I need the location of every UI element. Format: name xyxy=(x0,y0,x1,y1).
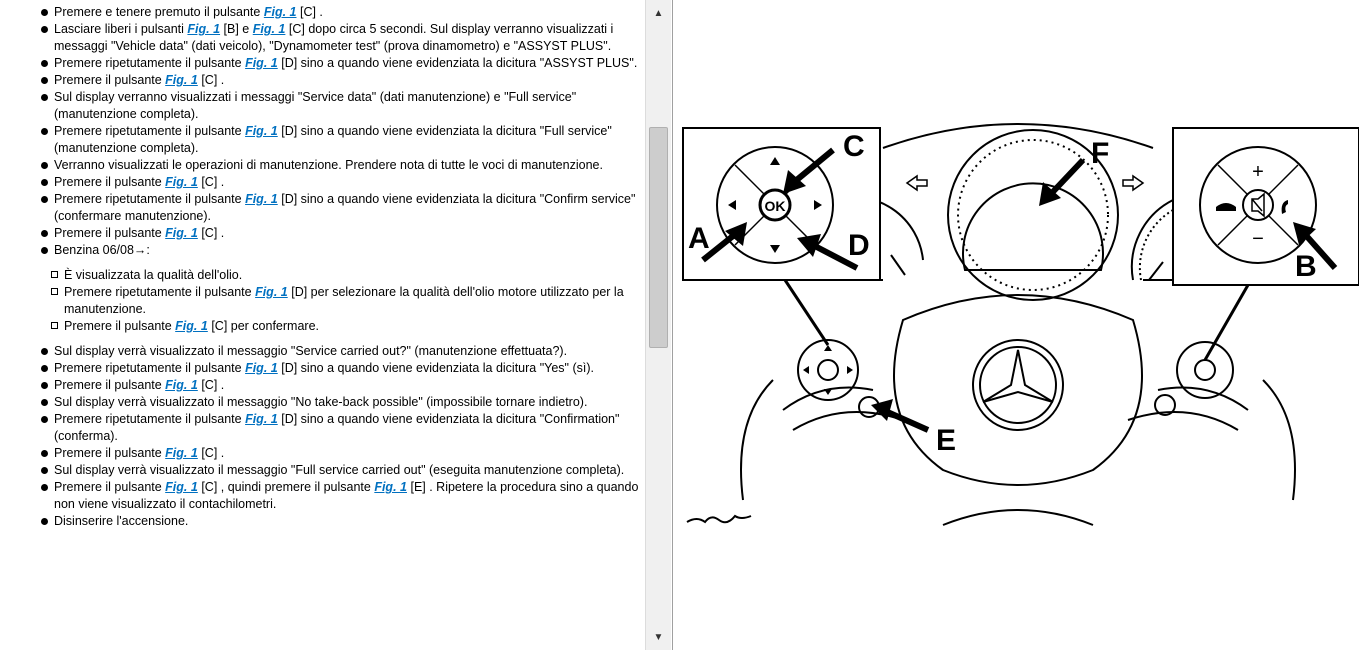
step-17: Premere il pulsante Fig. 1 [C] . xyxy=(0,445,644,462)
fig-link[interactable]: Fig. 1 xyxy=(374,480,407,494)
substep-1: È visualizzata la qualità dell'olio. xyxy=(39,267,644,284)
label-d: D xyxy=(848,229,870,262)
fig-link[interactable]: Fig. 1 xyxy=(245,124,278,138)
instructions-panel xyxy=(0,0,673,650)
fig-link[interactable]: Fig. 1 xyxy=(245,192,278,206)
fig-link[interactable]: Fig. 1 xyxy=(165,175,198,189)
wheel-left-rim xyxy=(741,380,773,500)
ok-text: OK xyxy=(764,198,786,214)
scroll-up-button[interactable]: ▲ xyxy=(647,2,670,24)
fig-link[interactable]: Fig. 1 xyxy=(187,22,221,36)
label-a: A xyxy=(688,222,710,255)
minus-text: − xyxy=(1252,228,1264,250)
substep-2: Premere ripetutamente il pulsante Fig. 1 [D] per selezionare la qualità dell'olio motore utilizzato per la manutenzione. xyxy=(39,284,644,318)
scroll-down-button[interactable]: ▼ xyxy=(647,626,670,648)
step-18: Sul display verrà visualizzato il messaggio "Full service carried out" (eseguita manutenzione completa). xyxy=(0,462,644,479)
wheel-right-rim xyxy=(1263,380,1295,500)
fig-link[interactable]: Fig. 1 xyxy=(245,361,278,375)
step-6: Premere ripetutamente il pulsante Fig. 1 [D] sino a quando viene evidenziata la dicitura "Full service" (manutenzione completa). xyxy=(0,123,644,157)
label-c: C xyxy=(843,130,865,163)
step-20: Disinserire l'accensione. xyxy=(0,513,644,530)
step-8: Premere il pulsante Fig. 1 [C] . xyxy=(0,174,644,191)
fig-link[interactable]: Fig. 1 xyxy=(263,5,297,19)
dashboard-outline xyxy=(883,124,1153,148)
step-15: Sul display verrà visualizzato il messaggio "No take-back possible" (impossibile tornare indietro). xyxy=(0,394,644,411)
fig-link[interactable]: Fig. 1 xyxy=(165,480,198,494)
steering-wheel-diagram xyxy=(673,0,1359,650)
right-turn-indicator-icon xyxy=(1123,176,1143,190)
step-14: Premere il pulsante Fig. 1 [C] . xyxy=(0,377,644,394)
fig-link[interactable]: Fig. 1 xyxy=(245,56,278,70)
step-12: Sul display verrà visualizzato il messaggio "Service carried out?" (manutenzione effettuata?). xyxy=(0,343,644,360)
step-9: Premere ripetutamente il pulsante Fig. 1 [D] sino a quando viene evidenziata la dicitura "Confirm service" (confermare manutenzione). xyxy=(0,191,644,225)
left-turn-indicator-icon xyxy=(907,176,927,190)
figure-panel xyxy=(673,0,1359,650)
fig-link[interactable]: Fig. 1 xyxy=(245,412,278,426)
step-10: Premere il pulsante Fig. 1 [C] . xyxy=(0,225,644,242)
label-f: F xyxy=(1091,137,1110,170)
substep-3: Premere il pulsante Fig. 1 [C] per confermare. xyxy=(39,318,644,335)
fig-link[interactable]: Fig. 1 xyxy=(175,319,208,333)
step-4: Premere il pulsante Fig. 1 [C] . xyxy=(0,72,644,89)
step-11: Benzina 06/08→: È visualizzata la qualità dell'olio. Premere ripetutamente il pulsante Fig. 1 [D] per selezionare la qualità dell'olio motore utilizzato per la manutenzione. Premere il pulsante Fig. 1 [C] per confermare. xyxy=(0,242,644,335)
label-b: B xyxy=(1295,250,1317,283)
step-7: Verranno visualizzati le operazioni di manutenzione. Prendere nota di tutte le voci di manutenzione. xyxy=(0,157,644,174)
fig-link[interactable]: Fig. 1 xyxy=(165,226,198,240)
plus-text: + xyxy=(1252,161,1264,183)
scrollbar-thumb[interactable] xyxy=(649,127,668,348)
label-e: E xyxy=(936,424,957,457)
steps-list xyxy=(0,0,644,530)
vertical-scrollbar[interactable] xyxy=(645,0,671,650)
fig-link[interactable]: Fig. 1 xyxy=(255,285,288,299)
substeps-list xyxy=(54,267,644,335)
instructions-text xyxy=(0,0,644,650)
fig-link[interactable]: Fig. 1 xyxy=(165,73,198,87)
right-dial xyxy=(1132,200,1173,280)
step-5: Sul display verranno visualizzati i messaggi "Service data" (dati manutenzione) e "Full service" (manutenzione completa). xyxy=(0,89,644,123)
fig-link[interactable]: Fig. 1 xyxy=(165,378,198,392)
fig-link[interactable]: Fig. 1 xyxy=(252,22,286,36)
step-1: Premere e tenere premuto il pulsante Fig. 1 [C] . xyxy=(0,4,644,21)
step-2: Lasciare liberi i pulsanti Fig. 1 [B] e Fig. 1 [C] dopo circa 5 secondi. Sul display verranno visualizzati i messaggi "Vehicle data" (dati veicolo), "Dynamometer test" (prova dinamometro) e "ASSYST PLUS". xyxy=(0,21,644,55)
step-3: Premere ripetutamente il pulsante Fig. 1 [D] sino a quando viene evidenziata la dicitura "ASSYST PLUS". xyxy=(0,55,644,72)
airbag-hub xyxy=(894,295,1142,485)
right-spoke xyxy=(1128,342,1248,430)
step-19: Premere il pulsante Fig. 1 [C] , quindi premere il pulsante Fig. 1 [E] . Ripetere la procedura sino a quando non viene visualizzato il contachilometri. xyxy=(0,479,644,513)
wheel-bottom-arc xyxy=(943,510,1093,525)
fig-link[interactable]: Fig. 1 xyxy=(165,446,198,460)
signature-mark xyxy=(687,516,751,522)
step-16: Premere ripetutamente il pulsante Fig. 1 [D] sino a quando viene evidenziata la dicitura "Confirmation" (conferma). xyxy=(0,411,644,445)
step-13: Premere ripetutamente il pulsante Fig. 1 [D] sino a quando viene evidenziata la dicitura "Yes" (sì). xyxy=(0,360,644,377)
